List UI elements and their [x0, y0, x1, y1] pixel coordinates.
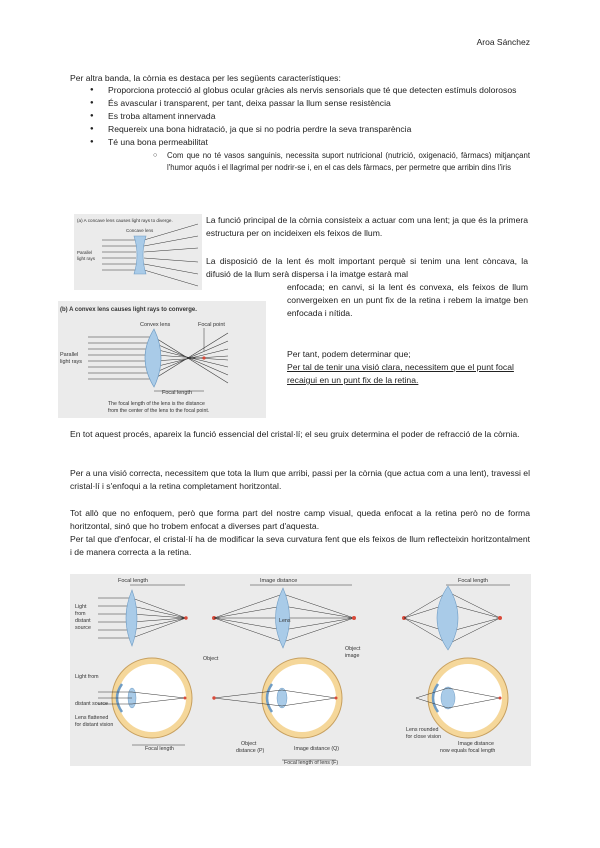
list-item-text: Té una bona permeabilitat	[108, 137, 208, 147]
p2-lens-label: Lens	[279, 618, 291, 624]
fig-a-caption: (a) A concave lens causes light rays to diverge.	[77, 218, 173, 223]
p1-focal-length-bottom: Focal length	[145, 746, 174, 752]
p2-object-image-label-2: image	[345, 653, 360, 659]
p1-focal-point	[184, 616, 187, 619]
sub-list-item	[153, 150, 530, 174]
p2-object-image-label: Object	[345, 646, 361, 652]
fig-b-focal-length: Focal length	[162, 390, 192, 396]
p2-object-distance-2: distance (P)	[236, 748, 265, 754]
sub-list-item-text: Com que no té vasos sanguinis, necessita suport nutricional (nutrició, oxigenació, fàrmacs) mitjançant l'humor aquós i el llagrimal per nodrir-se i, en el cas dels fàrmacs, per permetre que arribin dins l'iris	[167, 151, 530, 172]
p3-focal-length: Focal length	[458, 578, 488, 584]
fig-b-note-1: The focal length of the lens is the distance	[108, 401, 205, 407]
p1-focal-length: Focal length	[118, 578, 148, 584]
p2-image-distance-q: Image distance (Q)	[294, 746, 340, 752]
p2-focal-length-f: Focal length of lens (F)	[284, 760, 339, 766]
p2-object-label: Object	[203, 656, 219, 662]
p2-image-point	[352, 616, 356, 620]
author-name: Aroa Sánchez	[476, 37, 530, 47]
convex-lens-shape	[145, 329, 161, 387]
p3-lens-rounded-2: for close vision	[406, 734, 442, 740]
characteristics-list	[90, 84, 530, 174]
list-item	[90, 123, 530, 136]
convex-lens-figure	[58, 301, 266, 418]
p3-image-point	[498, 616, 502, 620]
p1-light-from-label: Light from	[75, 674, 99, 680]
p2-object-distance: Object	[241, 741, 257, 747]
list-item	[90, 136, 530, 174]
intro-text: Per altra banda, la còrnia es destaca per les següents característiques:	[70, 73, 341, 83]
sub-list	[153, 150, 530, 174]
p1-light-label: Light	[75, 604, 87, 610]
fig-b-rays-label-2: light rays	[60, 359, 83, 365]
p1-distant-source-label: distant source	[75, 701, 108, 707]
list-item	[90, 110, 530, 123]
conclusion-underlined: Per tal de tenir una visió clara, necessitem que el punt focal recaigui en un punt fix de la retina.	[287, 362, 514, 385]
p2-image-distance: Image distance	[260, 578, 298, 584]
p1-lens-flattened: Lens flattened	[75, 715, 109, 721]
p1-lens-shape	[126, 590, 137, 646]
accommodation-figure	[70, 574, 531, 766]
focal-point-marker	[202, 356, 205, 359]
concave-lens-figure	[74, 214, 202, 290]
fig-b-focal-label: Focal point	[198, 322, 225, 328]
list-item-text: Requereix una bona hidratació, ja que si no podria perdre la seva transparència	[108, 124, 412, 134]
concave-lens-shape	[134, 236, 146, 274]
cornea-function-text: La funció principal de la còrnia consisteix a actuar com una lent; ja que és la primera estructura per on incideixen els feixos de llum.	[206, 215, 528, 238]
list-item-text: És avascular i transparent, per tant, deixa passar la llum sense resistència	[108, 98, 391, 108]
p3-image-distance-2: now equals focal length	[440, 748, 496, 754]
conclusion-intro: Per tant, podem determinar que;	[287, 349, 411, 359]
paragraph-curvature: Per tal que d'enfocar, el cristal·lí ha de modificar la seva curvatura fent que els feixos de llum reflecteixin horitzontalment i de manera correcta a la retina.	[70, 534, 530, 557]
p3-image-distance: Image distance	[458, 741, 494, 747]
fig-a-rays-label-2: light rays	[77, 256, 96, 261]
fig-b-note-2: from the center of the lens to the focal point.	[108, 408, 210, 414]
fig-b-caption: (b) A convex lens causes light rays to converge.	[60, 307, 197, 313]
p3-lens-rounded: Lens rounded	[406, 727, 439, 733]
fig-a-lens-label: Concave lens	[126, 228, 154, 233]
list-item	[90, 84, 530, 97]
fig-b-rays-label: Parallel	[60, 352, 79, 358]
fig-a-rays-label: Parallel	[77, 250, 93, 255]
list-item	[90, 97, 530, 110]
p1-source-label: source	[75, 625, 91, 631]
p1-distant-label: distant	[75, 618, 91, 624]
list-item-text: Proporciona protecció al globus ocular gràcies als nervis sensorials que té que detecten estímuls dolorosos	[108, 85, 517, 95]
fig-b-lens-label: Convex lens	[140, 322, 171, 328]
list-item-text: Es troba altament innervada	[108, 111, 216, 121]
paragraph-unfocused: Tot allò que no enfoquem, però que forma part del nostre camp visual, queda enfocat a la retina però no de forma horitzontal, sinó que ho trobem enfocat a diverses part d'aquesta.	[70, 508, 530, 531]
paragraph-crystalline: En tot aquest procés, apareix la funció essencial del cristal·lí; el seu gruix determina el poder de refracció de la còrnia.	[70, 429, 520, 439]
p1-lens-flattened-2: for distant vision	[75, 722, 114, 728]
p1-from-label: from	[75, 611, 86, 617]
paragraph-correct-vision: Per a una visió correcta, necessitem que tota la llum que arribi, passi per la còrnia (que actua com a una lent), travessi el cristal·lí i s'enfoqui a la retina completament horitzontal.	[70, 468, 530, 491]
lens-arrangement-text: La disposició de la lent és molt important perquè si tenim una lent còncava, la difusió de la llum serà dispersa i la imatge estarà mal	[206, 256, 528, 279]
lens-arrangement-text-2: enfocada; en canvi, si la lent és convexa, els feixos de llum convergeixen en un punt fix de la retina i rebem la imatge ben enfocada i nítida.	[287, 282, 528, 318]
